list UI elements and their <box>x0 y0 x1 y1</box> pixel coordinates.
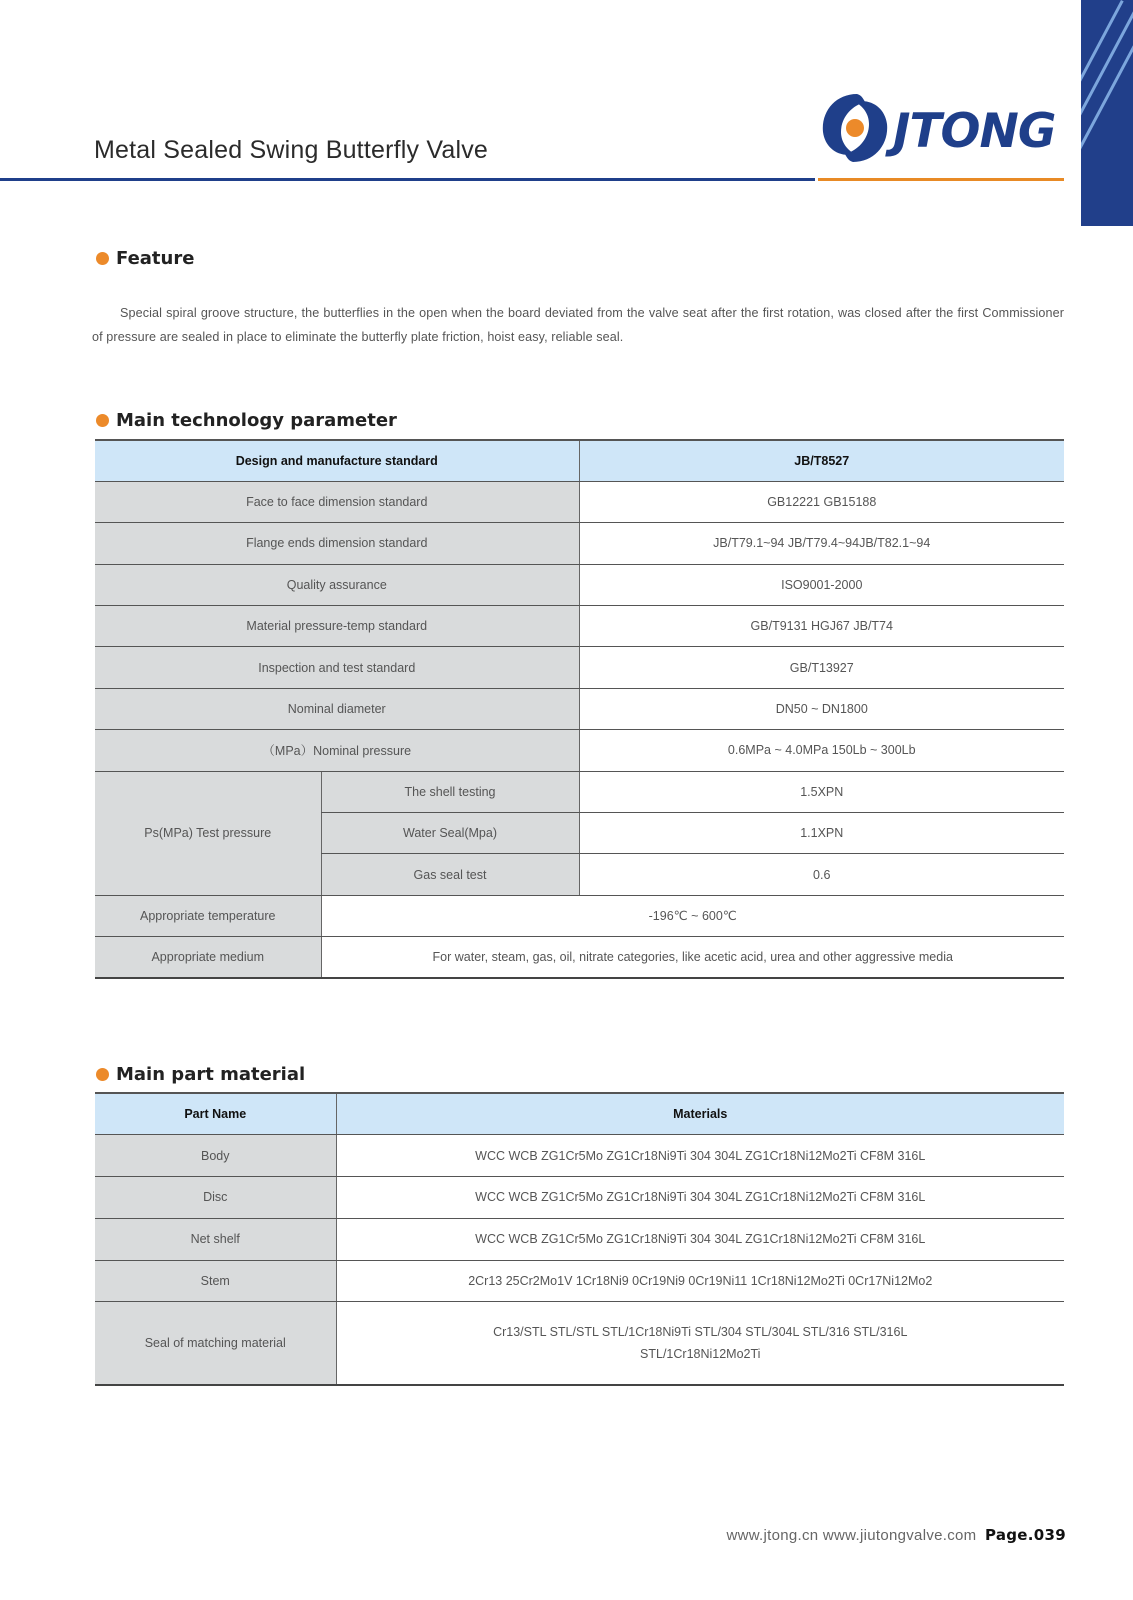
part-material-table <box>95 1092 1064 1386</box>
table-row <box>95 523 1064 564</box>
table-row <box>95 1260 1064 1302</box>
feature-heading: Feature <box>96 248 194 269</box>
param-label: Flange ends dimension standard <box>95 523 579 564</box>
param-sublabel: Gas seal test <box>321 854 579 895</box>
corner-decoration <box>1081 0 1133 226</box>
table-row <box>95 895 1064 936</box>
table-header-cell: Part Name <box>95 1093 336 1135</box>
param-label: Appropriate medium <box>95 937 321 978</box>
page-footer <box>726 1526 1066 1544</box>
part-materials: WCC WCB ZG1Cr5Mo ZG1Cr18Ni9Ti 304 304L ZG1Cr18Ni12Mo2Ti CF8M 316L <box>336 1218 1064 1260</box>
table-row <box>95 771 1064 812</box>
footer-urls: www.jtong.cn www.jiutongvalve.com <box>726 1527 977 1544</box>
part-name: Seal of matching material <box>95 1302 336 1385</box>
param-label: Nominal diameter <box>95 688 579 729</box>
table-row <box>95 481 1064 522</box>
param-value: For water, steam, gas, oil, nitrate categories, like acetic acid, urea and other aggressive media <box>321 937 1064 978</box>
bullet-dot-icon <box>96 414 109 427</box>
param-label: Material pressure-temp standard <box>95 606 579 647</box>
logo-mark-icon <box>817 88 893 168</box>
table-header-cell: Design and manufacture standard <box>95 440 579 481</box>
table-row <box>95 1302 1064 1385</box>
param-value: GB12221 GB15188 <box>579 481 1064 522</box>
param-value: DN50 ~ DN1800 <box>579 688 1064 729</box>
tech-parameter-table <box>95 439 1064 979</box>
table-header-cell: Materials <box>336 1093 1064 1135</box>
part-name: Body <box>95 1135 336 1177</box>
param-value: 1.5XPN <box>579 771 1064 812</box>
seal-materials-line: STL/1Cr18Ni12Mo2Ti <box>640 1347 761 1362</box>
test-pressure-label: Ps(MPa) Test pressure <box>95 771 321 895</box>
param-value: ISO9001-2000 <box>579 564 1064 605</box>
param-value: 0.6MPa ~ 4.0MPa 150Lb ~ 300Lb <box>579 730 1064 771</box>
table-row <box>95 937 1064 978</box>
material-heading: Main part material <box>96 1064 305 1085</box>
table-row <box>95 1177 1064 1219</box>
page-title: Metal Sealed Swing Butterfly Valve <box>94 136 489 164</box>
param-label: Inspection and test standard <box>95 647 579 688</box>
param-label: Face to face dimension standard <box>95 481 579 522</box>
page-number: Page.039 <box>984 1526 1066 1544</box>
part-name: Stem <box>95 1260 336 1302</box>
part-name: Disc <box>95 1177 336 1219</box>
feature-description: Special spiral groove structure, the butterflies in the open when the board deviated from the valve seat after the first rotation, was closed after the first Commissioner of pressure are sealed in place to eliminate the butterfly plate friction, hoist easy, reliable seal. <box>92 306 1064 344</box>
part-name: Net shelf <box>95 1218 336 1260</box>
param-label: Quality assurance <box>95 564 579 605</box>
param-value: -196℃ ~ 600℃ <box>321 895 1064 936</box>
param-value: GB/T13927 <box>579 647 1064 688</box>
param-sublabel: The shell testing <box>321 771 579 812</box>
part-materials <box>336 1302 1064 1385</box>
param-value: JB/T79.1~94 JB/T79.4~94JB/T82.1~94 <box>579 523 1064 564</box>
param-label: （MPa）Nominal pressure <box>95 730 579 771</box>
param-value: 1.1XPN <box>579 813 1064 854</box>
table-header-row <box>95 1093 1064 1135</box>
table-row <box>95 1135 1064 1177</box>
part-materials: 2Cr13 25Cr2Mo1V 1Cr18Ni9 0Cr19Ni9 0Cr19Ni11 1Cr18Ni12Mo2Ti 0Cr17Ni12Mo2 <box>336 1260 1064 1302</box>
table-row <box>95 688 1064 729</box>
table-header-cell: JB/T8527 <box>579 440 1064 481</box>
jtong-logo <box>817 88 1067 168</box>
table-row <box>95 730 1064 771</box>
header-divider <box>0 178 815 181</box>
param-value: GB/T9131 HGJ67 JB/T74 <box>579 606 1064 647</box>
bullet-dot-icon <box>96 1068 109 1081</box>
table-row <box>95 564 1064 605</box>
table-row <box>95 606 1064 647</box>
table-row <box>95 647 1064 688</box>
table-row <box>95 1218 1064 1260</box>
seal-materials-line: Cr13/STL STL/STL STL/1Cr18Ni9Ti STL/304 STL/304L STL/316 STL/316L <box>493 1325 908 1340</box>
param-value: 0.6 <box>579 854 1064 895</box>
part-materials: WCC WCB ZG1Cr5Mo ZG1Cr18Ni9Ti 304 304L ZG1Cr18Ni12Mo2Ti CF8M 316L <box>336 1177 1064 1219</box>
param-sublabel: Water Seal(Mpa) <box>321 813 579 854</box>
bullet-dot-icon <box>96 252 109 265</box>
header-divider-accent <box>818 178 1064 181</box>
table-header-row <box>95 440 1064 481</box>
logo-wordmark: JTONG <box>893 104 1056 159</box>
part-materials: WCC WCB ZG1Cr5Mo ZG1Cr18Ni9Ti 304 304L ZG1Cr18Ni12Mo2Ti CF8M 316L <box>336 1135 1064 1177</box>
tech-heading: Main technology parameter <box>96 410 397 431</box>
param-label: Appropriate temperature <box>95 895 321 936</box>
